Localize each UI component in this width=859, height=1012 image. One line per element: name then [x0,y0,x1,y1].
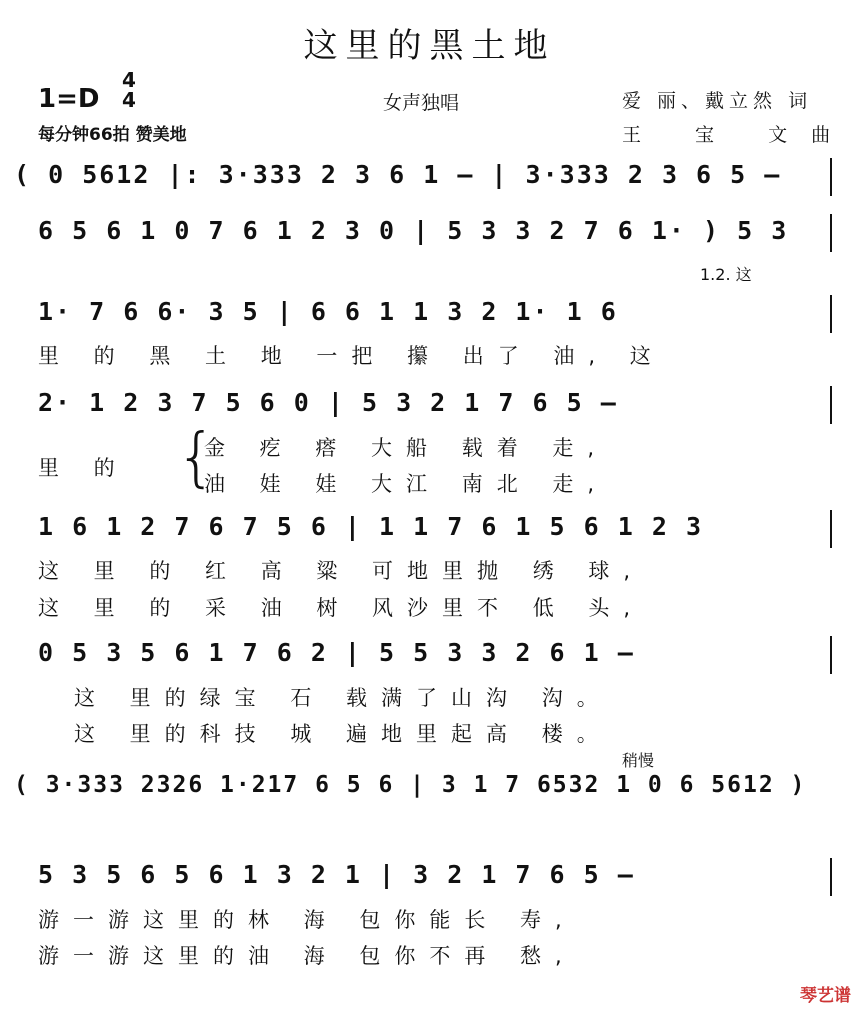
score-row-3 [0,295,859,335]
notation-line: 1 6 1 2 7 6 7 5 6 | 1 1 7 6 1 5 6 1 2 3 [38,512,703,541]
site-watermark: 琴艺谱 [800,986,851,1006]
lyric-line-verse-2: 游一游这里的油 海 包你不再 愁, [38,944,576,968]
key-signature: 1=D [38,84,100,114]
score-row-7 [0,770,859,810]
score-row-5 [0,510,859,550]
score-row-4 [0,386,859,426]
lyricist-credit: 爱 丽、戴立然 词 [622,90,813,112]
notation-line: 0 5 3 5 6 1 7 6 2 | 5 5 3 3 2 6 1 – [38,638,635,667]
notation-line: 2· 1 2 3 7 5 6 0 | 5 3 2 1 7 6 5 – [38,388,618,417]
composer-credit: 王 宝 文曲 [622,124,855,146]
lyric-line-verse-1: 这 里 的 红 高 粱 可地里抛 绣 球, [38,559,645,583]
volta-marking: 1.2. 这 [700,265,752,284]
notation-line: 5 3 5 6 5 6 1 3 2 1 | 3 2 1 7 6 5 – [38,860,635,889]
barline [830,386,832,424]
lyric-lead: 里 的 [38,456,129,480]
lyric-line: 里 的 黑 土 地 一把 攥 出了 油, 这 [38,344,665,368]
notation-line: 6 5 6 1 0 7 6 1 2 3 0 | 5 3 3 2 7 6 1· ) 5 3 [38,216,789,245]
performance-type: 女声独唱 [383,92,460,114]
meter-bottom: 4 [122,88,136,112]
barline [830,214,832,252]
tempo-marking: 每分钟66拍 赞美地 [38,125,187,145]
barline [830,295,832,333]
notation-line: ( 3·333 2326 1·217 6 5 6 | 3 1 7 6532 1 0 6 5612 ) [14,772,807,798]
lyric-line-verse-1: 金 疙 瘩 大船 载着 走, [204,436,609,460]
barline [830,858,832,896]
score-row-8 [0,858,859,898]
barline [830,158,832,196]
time-signature [122,70,136,110]
score-row-6 [0,636,859,676]
score-row-2 [0,214,859,254]
score-row-1 [0,158,859,198]
barline [830,510,832,548]
lyric-line-verse-2: 这 里 的 采 油 树 风沙里不 低 头, [38,596,645,620]
notation-line: ( 0 5612 |: 3·333 2 3 6 1 – | 3·333 2 3 6 5 – [14,160,782,189]
song-title: 这里的黑土地 [303,26,556,66]
lyric-line-verse-1: 游一游这里的林 海 包你能长 寿, [38,908,576,932]
verse-brace: { [176,421,217,495]
lyric-line-verse-2: 这 里的科技 城 遍地里起高 楼。 [74,722,612,746]
barline [830,636,832,674]
lyric-line-verse-1: 这 里的绿宝 石 载满了山沟 沟。 [74,686,612,710]
tempo-change-marking: 稍慢 [622,751,655,770]
lyric-line-verse-2: 油 娃 娃 大江 南北 走, [204,472,609,496]
notation-line: 1· 7 6 6· 3 5 | 6 6 1 1 3 2 1· 1 6 [38,297,618,326]
meter-top: 4 [122,68,136,92]
